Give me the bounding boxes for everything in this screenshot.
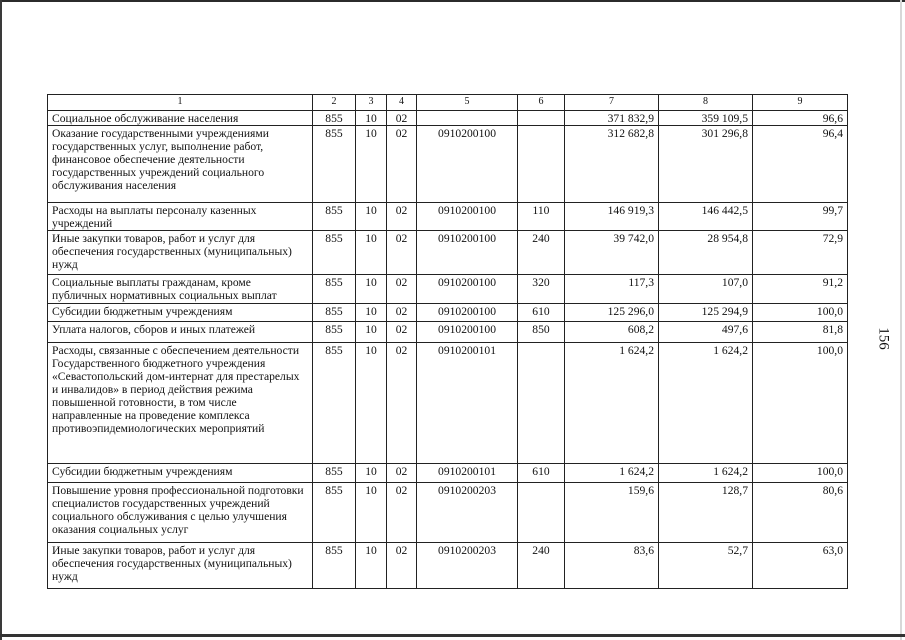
- cell-col3: 10: [356, 275, 387, 304]
- cell-col5: 0910200100: [417, 275, 518, 304]
- cell-col8: 497,6: [659, 322, 753, 343]
- cell-col6: 610: [518, 304, 565, 322]
- cell-col7: 83,6: [565, 543, 659, 589]
- cell-col8: 128,7: [659, 483, 753, 543]
- cell-col3: 10: [356, 543, 387, 589]
- cell-col8: 28 954,8: [659, 231, 753, 275]
- cell-col7: 312 682,8: [565, 126, 659, 203]
- cell-col2: 855: [313, 203, 356, 231]
- cell-col3: 10: [356, 231, 387, 275]
- cell-col9: 81,8: [753, 322, 848, 343]
- scan-edge-top: [0, 0, 905, 2]
- cell-col5: 0910200100: [417, 304, 518, 322]
- cell-col8: 301 296,8: [659, 126, 753, 203]
- row-name: Субсидии бюджетным учреждениям: [48, 464, 313, 483]
- cell-col7: 159,6: [565, 483, 659, 543]
- cell-col5: 0910200100: [417, 322, 518, 343]
- page-number: 156: [875, 327, 892, 350]
- cell-col4: 02: [387, 543, 417, 589]
- cell-col3: 10: [356, 483, 387, 543]
- cell-col6: [518, 483, 565, 543]
- cell-col8: 1 624,2: [659, 343, 753, 464]
- cell-col7: 608,2: [565, 322, 659, 343]
- table-row: [48, 111, 848, 126]
- cell-col2: 855: [313, 304, 356, 322]
- cell-col6: 110: [518, 203, 565, 231]
- cell-col4: 02: [387, 275, 417, 304]
- cell-col4: 02: [387, 343, 417, 464]
- cell-col5: 0910200203: [417, 543, 518, 589]
- cell-col6: 240: [518, 543, 565, 589]
- header-row: [48, 95, 848, 111]
- cell-col4: 02: [387, 231, 417, 275]
- cell-col2: 855: [313, 111, 356, 126]
- header-cell-8: 8: [659, 95, 753, 111]
- cell-col5: 0910200100: [417, 231, 518, 275]
- cell-col4: 02: [387, 322, 417, 343]
- cell-col4: 02: [387, 483, 417, 543]
- cell-col6: 850: [518, 322, 565, 343]
- cell-col2: 855: [313, 275, 356, 304]
- cell-col2: 855: [313, 464, 356, 483]
- row-name: Субсидии бюджетным учреждениям: [48, 304, 313, 322]
- header-cell-3: 3: [356, 95, 387, 111]
- table-row: [48, 203, 848, 231]
- cell-col5: 0910200101: [417, 464, 518, 483]
- cell-col7: 1 624,2: [565, 464, 659, 483]
- cell-col3: 10: [356, 464, 387, 483]
- header-cell-7: 7: [565, 95, 659, 111]
- cell-col9: 72,9: [753, 231, 848, 275]
- cell-col9: 91,2: [753, 275, 848, 304]
- header-cell-1: 1: [48, 95, 313, 111]
- cell-col7: 125 296,0: [565, 304, 659, 322]
- cell-col5: 0910200101: [417, 343, 518, 464]
- cell-col7: 39 742,0: [565, 231, 659, 275]
- row-name: Социальные выплаты гражданам, кроме публичных нормативных социальных выплат: [48, 275, 313, 304]
- budget-table: [47, 94, 848, 589]
- table-row: [48, 231, 848, 275]
- cell-col9: 100,0: [753, 304, 848, 322]
- cell-col8: 125 294,9: [659, 304, 753, 322]
- row-name: Оказание государственными учреждениями государственных услуг, выполнение работ, финансовое обеспечение деятельности государственных учреждений социального обслуживания населения: [48, 126, 313, 203]
- cell-col3: 10: [356, 322, 387, 343]
- table-row: [48, 543, 848, 589]
- cell-col2: 855: [313, 322, 356, 343]
- table-row: [48, 483, 848, 543]
- cell-col6: [518, 111, 565, 126]
- header-cell-5: 5: [417, 95, 518, 111]
- scan-edge-right: [900, 0, 902, 640]
- cell-col4: 02: [387, 203, 417, 231]
- cell-col9: 100,0: [753, 343, 848, 464]
- cell-col8: 359 109,5: [659, 111, 753, 126]
- cell-col7: 371 832,9: [565, 111, 659, 126]
- cell-col9: 100,0: [753, 464, 848, 483]
- row-name: Социальное обслуживание населения: [48, 111, 313, 126]
- row-name: Расходы, связанные с обеспечением деятельности Государственного бюджетного учреждения «Севастопольский дом-интернат для престарелых и инвалидов» в период действия режима повышенной готовности, в том числе направленные на проведение комплекса противоэпидемиологических мероприятий: [48, 343, 313, 464]
- cell-col2: 855: [313, 483, 356, 543]
- table-row: [48, 304, 848, 322]
- table-row: [48, 126, 848, 203]
- cell-col3: 10: [356, 304, 387, 322]
- cell-col3: 10: [356, 343, 387, 464]
- cell-col5: 0910200100: [417, 203, 518, 231]
- cell-col6: 240: [518, 231, 565, 275]
- header-cell-2: 2: [313, 95, 356, 111]
- cell-col5: 0910200203: [417, 483, 518, 543]
- cell-col2: 855: [313, 231, 356, 275]
- cell-col9: 63,0: [753, 543, 848, 589]
- cell-col8: 52,7: [659, 543, 753, 589]
- row-name: Уплата налогов, сборов и иных платежей: [48, 322, 313, 343]
- cell-col4: 02: [387, 464, 417, 483]
- table-row: [48, 322, 848, 343]
- cell-col5: [417, 111, 518, 126]
- cell-col3: 10: [356, 111, 387, 126]
- cell-col7: 1 624,2: [565, 343, 659, 464]
- cell-col9: 96,4: [753, 126, 848, 203]
- cell-col3: 10: [356, 203, 387, 231]
- cell-col9: 96,6: [753, 111, 848, 126]
- table-row: [48, 275, 848, 304]
- cell-col2: 855: [313, 343, 356, 464]
- header-cell-4: 4: [387, 95, 417, 111]
- cell-col6: [518, 126, 565, 203]
- table-row: [48, 464, 848, 483]
- cell-col8: 146 442,5: [659, 203, 753, 231]
- cell-col9: 80,6: [753, 483, 848, 543]
- cell-col7: 146 919,3: [565, 203, 659, 231]
- header-cell-6: 6: [518, 95, 565, 111]
- cell-col7: 117,3: [565, 275, 659, 304]
- cell-col4: 02: [387, 111, 417, 126]
- row-name: Иные закупки товаров, работ и услуг для обеспечения государственных (муниципальных) нужд: [48, 231, 313, 275]
- cell-col9: 99,7: [753, 203, 848, 231]
- header-cell-9: 9: [753, 95, 848, 111]
- cell-col4: 02: [387, 126, 417, 203]
- cell-col8: 107,0: [659, 275, 753, 304]
- cell-col4: 02: [387, 304, 417, 322]
- cell-col8: 1 624,2: [659, 464, 753, 483]
- table-row: [48, 343, 848, 464]
- row-name: Расходы на выплаты персоналу казенных учреждений: [48, 203, 313, 231]
- cell-col3: 10: [356, 126, 387, 203]
- scan-edge-bottom: [0, 634, 905, 637]
- cell-col2: 855: [313, 543, 356, 589]
- cell-col6: 320: [518, 275, 565, 304]
- cell-col6: [518, 343, 565, 464]
- row-name: Иные закупки товаров, работ и услуг для обеспечения государственных (муниципальных) нужд: [48, 543, 313, 589]
- cell-col5: 0910200100: [417, 126, 518, 203]
- cell-col2: 855: [313, 126, 356, 203]
- cell-col6: 610: [518, 464, 565, 483]
- row-name: Повышение уровня профессиональной подготовки специалистов государственных учреждений социального обслуживания с целью улучшения оказания социальных услуг: [48, 483, 313, 543]
- scan-edge-left: [0, 0, 2, 640]
